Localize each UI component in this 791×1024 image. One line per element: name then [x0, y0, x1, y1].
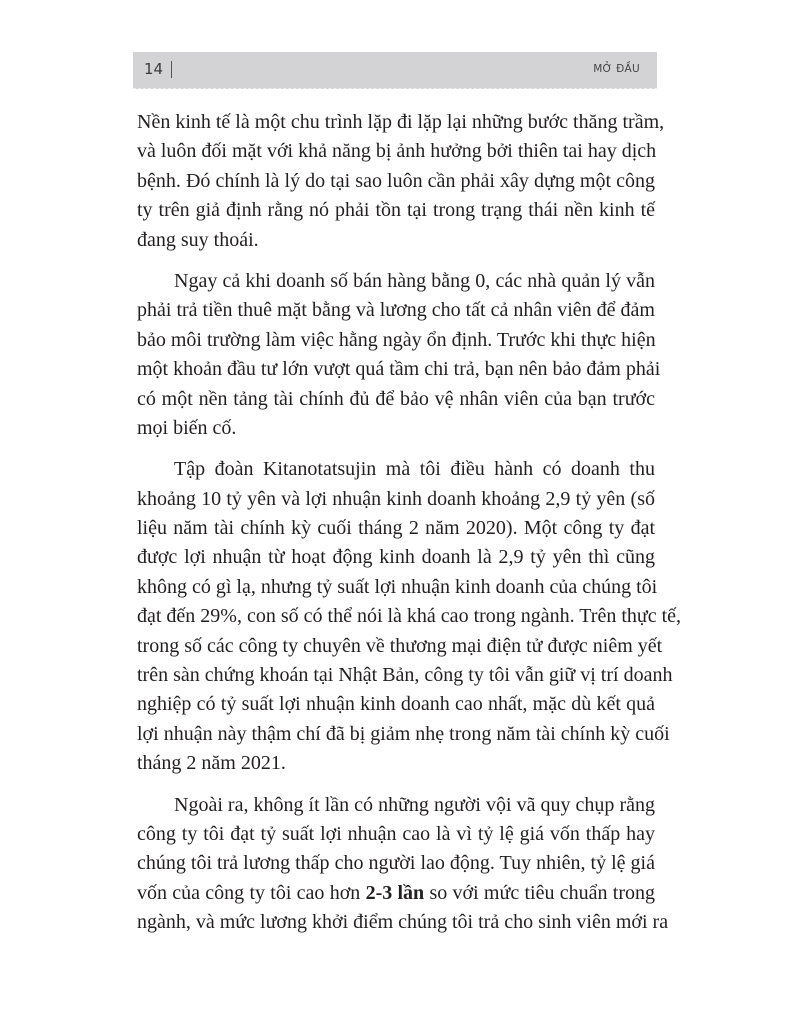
text-line: khoảng 10 tỷ yên và lợi nhuận kinh doanh khoảng 2,9 tỷ yên (số [137, 487, 655, 510]
text-line: ty trên giả định rằng nó phải tồn tại trong trạng thái nền kinh tế [137, 199, 655, 222]
text-line: mọi biến cố. [137, 416, 237, 439]
text-line: trong số các công ty chuyên về thương mại điện tử được niêm yết [137, 634, 663, 657]
text-line: Tập đoàn Kitanotatsujin mà tôi điều hành có doanh thu [174, 458, 655, 481]
text-line: Ngoài ra, không ít lần có những người vội vã quy chụp rằng [174, 793, 655, 816]
header-divider [171, 61, 172, 78]
bold-emphasis: 2-3 lần [365, 881, 425, 904]
text-line: và luôn đối mặt với khả năng bị ảnh hưởng bởi thiên tai hay dịch [137, 140, 657, 163]
text-line: Ngay cả khi doanh số bán hàng bằng 0, các nhà quản lý vẫn [174, 269, 655, 292]
text-line: trên sàn chứng khoán tại Nhật Bản, công ty tôi vẫn giữ vị trí doanh [137, 664, 673, 687]
text-line: không có gì lạ, nhưng tỷ suất lợi nhuận kinh doanh của chúng tôi [137, 575, 658, 598]
paragraph-3 [137, 455, 682, 778]
text-line: phải trả tiền thuê mặt bằng và lương cho tất cả nhân viên để đảm [137, 299, 655, 322]
text-line: chúng tôi trả lương thấp cho người lao động. Tuy nhiên, tỷ lệ giá [137, 852, 655, 875]
text-line: công ty tôi đạt tỷ suất lợi nhuận cao là vì tỷ lệ giá vốn thấp hay [137, 822, 655, 845]
text-line: một khoản đầu tư lớn vượt quá tầm chi trả, bạn nên bảo đảm phải [137, 358, 661, 381]
text-segment: vốn của công ty tôi cao hơn [137, 881, 366, 904]
text-line: ngành, và mức lương khởi điểm chúng tôi trả cho sinh viên mới ra [137, 911, 669, 934]
paragraph-4 [137, 791, 669, 938]
text-line: đang suy thoái. [137, 228, 259, 251]
text-line: lợi nhuận này thậm chí đã bị giảm nhẹ trong năm tài chính kỳ cuối [137, 722, 670, 745]
text-line: bảo môi trường làm việc hằng ngày ổn định. Trước khi thực hiện [137, 328, 656, 351]
text-line-with-emphasis [137, 879, 655, 908]
paragraph-2 [137, 267, 661, 443]
body-text [137, 108, 682, 950]
text-line: được lợi nhuận từ hoạt động kinh doanh là 2,9 tỷ yên thì cũng [137, 546, 655, 569]
chapter-title: MỞ ĐẦU [593, 63, 640, 75]
text-line: đạt đến 29%, con số có thể nói là khá cao trong ngành. Trên thực tế, [137, 605, 682, 628]
page-number: 14 [144, 60, 164, 78]
text-line: tháng 2 năm 2021. [137, 752, 286, 775]
text-line: Nền kinh tế là một chu trình lặp đi lặp lại những bước thăng trầm, [137, 111, 665, 133]
text-line: nghiệp có tỷ suất lợi nhuận kinh doanh cao nhất, mặc dù kết quả [137, 693, 655, 716]
paragraph-1 [137, 108, 665, 255]
text-line: có một nền tảng tài chính đủ để bảo vệ nhân viên của bạn trước [137, 387, 655, 410]
text-line: liệu năm tài chính kỳ cuối tháng 2 năm 2020). Một công ty đạt [137, 517, 655, 540]
running-header [133, 52, 657, 89]
text-line: bệnh. Đó chính là lý do tại sao luôn cần phải xây dựng một công [137, 169, 655, 192]
text-segment: so với mức tiêu chuẩn trong [424, 881, 655, 904]
